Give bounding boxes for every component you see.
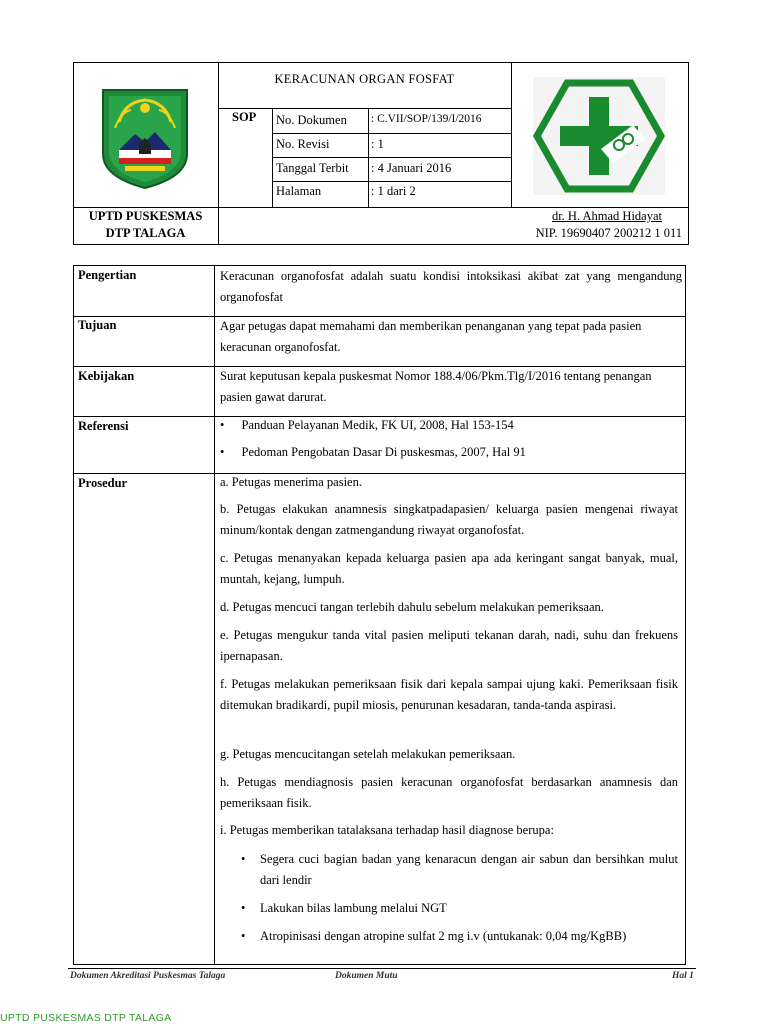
footer-left: Dokumen Akreditasi Puskesmas Talaga: [70, 971, 226, 981]
pengertian-text: Keracunan organofosfat adalah suatu kondisi intoksikasi akibat zat yang mengandung organofosfat: [220, 269, 682, 304]
prosedur-sub-item-1: Segera cuci bagian badan yang kenaracun dengan air sabun dan bersihkan mulut dari lendir: [260, 852, 678, 887]
bullet-icon: •: [220, 445, 225, 459]
field-value-no-revisi: : 1: [371, 137, 384, 151]
prosedur-step-f: f. Petugas melakukan pemeriksaan fisik dari kepala sampai ujung kaki. Pemeriksaan fisik ditemukan bradikardi, pupil miosis, penurunan kesadaran, tanda-tanda aspirasi.: [220, 677, 678, 712]
prosedur-step-a: a. Petugas menerima pasien.: [220, 475, 362, 489]
prosedur-step-g: g. Petugas mencucitangan setelah melakukan pemeriksaan.: [220, 747, 516, 761]
pengertian-label: Pengertian: [78, 268, 137, 282]
kebijakan-label: Kebijakan: [78, 369, 135, 383]
prosedur-step-i: i. Petugas memberikan tatalaksana terhadap hasil diagnose berupa:: [220, 823, 554, 837]
sop-label: SOP: [232, 110, 257, 124]
bullet-icon: •: [241, 852, 246, 866]
prosedur-sub-item-2: Lakukan bilas lambung melalui NGT: [260, 901, 447, 915]
referensi-item-2: Pedoman Pengobatan Dasar Di puskesmas, 2007, Hal 91: [241, 445, 526, 459]
field-value-no-dokumen: : C.VII/SOP/139/I/2016: [371, 113, 482, 125]
majalengka-regency-emblem-icon: [95, 82, 195, 192]
prosedur-step-c: c. Petugas menanyakan kepada keluarga pasien apa ada keringant sangat banyak, mual, muntah, kejang, lumpuh.: [220, 551, 678, 586]
prosedur-sub-item-3: Atropinisasi dengan atropine sulfat 2 mg i.v (untukanak: 0,04 mg/KgBB): [260, 929, 627, 943]
referensi-item-1: Panduan Pelayanan Medik, FK UI, 2008, Hal 153-154: [241, 418, 514, 432]
bullet-icon: •: [241, 929, 246, 943]
signer-nip: NIP. 19690407 200212 1 011: [535, 226, 682, 240]
bullet-icon: •: [241, 901, 246, 915]
prosedur-label: Prosedur: [78, 476, 128, 490]
field-label-halaman: Halaman: [276, 184, 322, 198]
field-label-no-revisi: No. Revisi: [276, 137, 330, 151]
prosedur-step-b: b. Petugas elakukan anamnesis singkatpadapasien/ keluarga pasien mengenai riwayat minum/kontak dengan zatmengandung riwayat organofosfat.: [220, 502, 678, 537]
list-item: [220, 415, 514, 436]
list-item: [220, 442, 526, 463]
document-title: KERACUNAN ORGAN FOSFAT: [274, 72, 455, 86]
footer-center: Dokumen Mutu: [335, 971, 398, 981]
bottom-watermark-text: UPTD PUSKESMAS DTP TALAGA: [0, 1012, 172, 1024]
kebijakan-text: Surat keputusan kepala puskesmat Nomor 188.4/06/Pkm.Tlg/I/2016 tentang penangan pasien gawat darurat.: [220, 369, 652, 404]
referensi-label: Referensi: [78, 419, 129, 433]
field-value-tanggal-terbit: : 4 Januari 2016: [371, 161, 452, 175]
org-name-line2: DTP TALAGA: [105, 226, 186, 240]
puskesmas-green-cross-icon: [533, 77, 665, 195]
tujuan-text: Agar petugas dapat memahami dan memberikan penanganan yang tepat pada pasien keracunan organofosfat.: [220, 319, 642, 354]
bullet-icon: •: [220, 418, 225, 432]
field-label-no-dokumen: No. Dokumen: [276, 113, 347, 127]
signer-name: dr. H. Ahmad Hidayat: [551, 209, 662, 223]
prosedur-step-d: d. Petugas mencuci tangan terlebih dahulu sebelum melakukan pemeriksaan.: [220, 600, 604, 614]
prosedur-step-e: e. Petugas mengukur tanda vital pasien meliputi tekanan darah, nadi, suhu dan frekuens ipernapasan.: [220, 628, 678, 663]
prosedur-step-h: h. Petugas mendiagnosis pasien keracunan organofosfat berdasarkan anamnesis dan pemeriksaan fisik.: [220, 775, 678, 810]
footer-page-number: Hal 1: [672, 971, 694, 981]
tujuan-label: Tujuan: [78, 318, 117, 332]
field-value-halaman: : 1 dari 2: [371, 184, 416, 198]
field-label-tanggal-terbit: Tanggal Terbit: [276, 161, 349, 175]
org-name-line1: UPTD PUSKESMAS: [88, 209, 203, 223]
